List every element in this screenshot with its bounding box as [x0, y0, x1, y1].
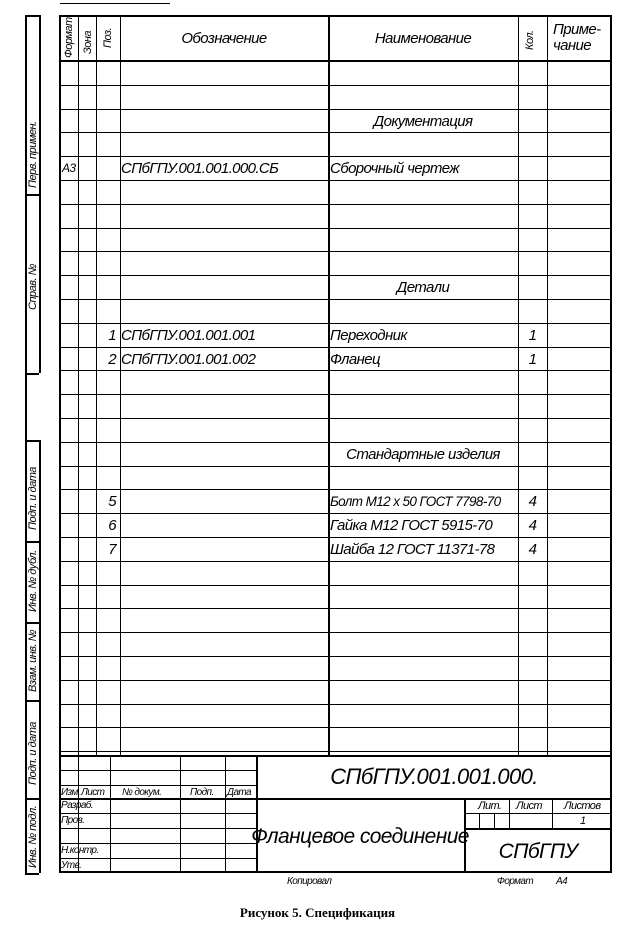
- row-section-heading: [328, 228, 518, 252]
- row-pos: [96, 275, 116, 299]
- row-section-heading: [328, 561, 518, 585]
- row-designation: [121, 132, 327, 156]
- row-pos: [96, 251, 116, 275]
- row-pos: [96, 704, 116, 728]
- row-qty: [518, 251, 547, 275]
- row-pos: [96, 370, 116, 394]
- row-designation: [121, 656, 327, 680]
- row-format: [62, 109, 78, 133]
- row-designation: [121, 370, 327, 394]
- row-designation: [121, 204, 327, 228]
- tb-list: Лист: [81, 787, 105, 798]
- row-qty: [518, 85, 547, 109]
- side-label-podp-data-bottom: Подп. и дата: [27, 722, 39, 785]
- figure-caption: Рисунок 5. Спецификация: [239, 905, 396, 920]
- row-designation: [121, 680, 327, 704]
- row-section-heading: [328, 61, 518, 85]
- row-section-heading: [328, 132, 518, 156]
- row-format: [62, 585, 78, 609]
- row-pos: [96, 632, 116, 656]
- row-pos: 2: [108, 350, 116, 368]
- tb-row-1: [59, 770, 256, 771]
- row-section-heading: [328, 299, 518, 323]
- row-qty: 1: [528, 350, 537, 368]
- row-format: [62, 347, 78, 371]
- row-section-heading: [328, 489, 518, 513]
- tb-prov: Пров.: [61, 815, 85, 826]
- row-designation: [121, 585, 327, 609]
- row-section-heading: [328, 608, 518, 632]
- row-pos: [96, 585, 116, 609]
- row-qty: [518, 370, 547, 394]
- row-designation: [121, 394, 327, 418]
- side-label-inv-dubl: Инв. № дубл.: [27, 550, 39, 612]
- row-pos: [96, 204, 116, 228]
- row-designation: [121, 299, 327, 323]
- row-qty: [518, 109, 547, 133]
- row-format: [62, 85, 78, 109]
- row-designation: [121, 109, 327, 133]
- side-label-podp-data-top: Подп. и дата: [27, 467, 39, 530]
- row-qty: 4: [528, 516, 537, 534]
- row-section-heading: [328, 323, 518, 347]
- side-div-6: [25, 700, 39, 702]
- footer-format-label: Формат: [497, 876, 534, 887]
- row-designation: СПбГПУ.001.001.000.СБ: [121, 159, 279, 177]
- side-div-3: [25, 440, 39, 442]
- row-qty: [518, 466, 547, 490]
- row-format: [62, 61, 78, 85]
- row-designation: [121, 85, 327, 109]
- row-format: [62, 513, 78, 537]
- tb-utv: Утв.: [61, 860, 82, 871]
- tb-lit-cell-1: [479, 813, 480, 828]
- row-format: [62, 370, 78, 394]
- row-pos: [96, 561, 116, 585]
- row-pos: 5: [108, 492, 116, 510]
- side-top: [25, 15, 39, 17]
- tb-sheet: Лист: [516, 800, 542, 812]
- row-qty: [518, 275, 547, 299]
- row-format: [62, 608, 78, 632]
- row-name: Фланец: [330, 350, 380, 368]
- tb-razrab: Разраб.: [61, 800, 93, 811]
- row-pos: [96, 156, 116, 180]
- side-div-5: [25, 622, 39, 624]
- row-pos: [96, 418, 116, 442]
- row-qty: [518, 156, 547, 180]
- side-strip-inner-lower: [39, 440, 41, 873]
- row-section-heading: [328, 513, 518, 537]
- row-qty: [518, 608, 547, 632]
- row-pos: [96, 466, 116, 490]
- footer-format-value: А4: [556, 876, 568, 887]
- row-format: [62, 727, 78, 751]
- row-pos: 7: [108, 540, 116, 558]
- row-designation: [121, 513, 327, 537]
- row-format: [62, 680, 78, 704]
- tb-doc-code: СПбГПУ.001.001.000.: [330, 764, 538, 789]
- row-qty: [518, 442, 547, 466]
- row-format: [62, 204, 78, 228]
- tb-row-6: [59, 843, 256, 844]
- row-pos: 1: [108, 326, 116, 344]
- header-pos: Поз.: [102, 27, 114, 48]
- tb-izm: Изм.: [61, 787, 80, 798]
- row-designation: [121, 418, 327, 442]
- tb-col-podp: [225, 755, 226, 873]
- row-section-heading: [328, 85, 518, 109]
- row-qty: [518, 418, 547, 442]
- row-section-heading: [328, 347, 518, 371]
- row-section-heading: [328, 370, 518, 394]
- tb-lit-cell-2: [494, 813, 495, 828]
- row-pos: [96, 109, 116, 133]
- row-qty: [518, 561, 547, 585]
- row-format: [62, 632, 78, 656]
- row-qty: [518, 585, 547, 609]
- row-format: [62, 180, 78, 204]
- row-pos: [96, 228, 116, 252]
- row-qty: [518, 132, 547, 156]
- row-section-heading: [328, 466, 518, 490]
- header-note-line2: чание: [553, 37, 592, 54]
- row-qty: [518, 680, 547, 704]
- side-label-perv-primen: Перв. примен.: [27, 121, 39, 188]
- tb-row-2: [59, 785, 256, 786]
- row-qty: [518, 656, 547, 680]
- tb-name: Фланцевое соединение: [251, 824, 469, 848]
- row-format: [62, 132, 78, 156]
- tb-row-7: [59, 858, 256, 859]
- row-designation: [121, 180, 327, 204]
- row-format: [62, 299, 78, 323]
- row-section-heading: [328, 156, 518, 180]
- row-section-heading: [328, 632, 518, 656]
- row-designation: [121, 608, 327, 632]
- row-format: А3: [62, 161, 76, 175]
- row-pos: [96, 85, 116, 109]
- row-section-heading: Детали: [396, 278, 450, 296]
- row-designation: [121, 251, 327, 275]
- row-designation: СПбГПУ.001.001.002: [121, 350, 256, 368]
- row-qty: [518, 727, 547, 751]
- row-section-heading: [328, 537, 518, 561]
- row-designation: [121, 704, 327, 728]
- tb-lit-row: [464, 813, 612, 814]
- row-format: [62, 275, 78, 299]
- row-designation: [121, 466, 327, 490]
- side-label-inv-podl: Инв. № подл.: [27, 805, 39, 868]
- row-section-heading: [328, 727, 518, 751]
- row-designation: СПбГПУ.001.001.001: [121, 326, 256, 344]
- row-section-heading: [328, 704, 518, 728]
- row-qty: [518, 632, 547, 656]
- row-designation: [121, 228, 327, 252]
- tb-podp: Подп.: [190, 787, 214, 798]
- row-name: Шайба 12 ГОСТ 11371-78: [330, 540, 495, 558]
- row-qty: [518, 180, 547, 204]
- row-pos: [96, 608, 116, 632]
- row-format: [62, 323, 78, 347]
- row-section-heading: [328, 656, 518, 680]
- tb-col-doc: [180, 755, 181, 873]
- row-format: [62, 418, 78, 442]
- row-pos: [96, 61, 116, 85]
- tb-sheets-value: 1: [580, 815, 586, 827]
- row-qty: 4: [528, 492, 537, 510]
- row-qty: [518, 394, 547, 418]
- row-section-heading: [328, 585, 518, 609]
- row-designation: [121, 275, 327, 299]
- row-qty: [518, 204, 547, 228]
- row-section-heading: [328, 394, 518, 418]
- row-pos: [96, 656, 116, 680]
- row-format: [62, 466, 78, 490]
- row-section-heading: [328, 204, 518, 228]
- side-div-1: [25, 194, 39, 196]
- side-div-7: [25, 798, 39, 800]
- row-designation: [121, 537, 327, 561]
- row-name: Сборочный чертеж: [330, 159, 460, 177]
- row-designation: [121, 489, 327, 513]
- header-qty: Кол.: [524, 30, 536, 50]
- row-section-heading: [328, 418, 518, 442]
- tb-doc-no: № докум.: [122, 787, 162, 798]
- row-section-heading: [328, 180, 518, 204]
- row-section-heading: Стандартные изделия: [346, 445, 500, 463]
- header-name: Наименование: [374, 29, 472, 47]
- top-mark-line: [60, 3, 170, 4]
- row-designation: [121, 561, 327, 585]
- row-pos: [96, 442, 116, 466]
- row-format: [62, 442, 78, 466]
- row-pos: [96, 132, 116, 156]
- col-line-qty: [547, 15, 548, 755]
- row-format: [62, 251, 78, 275]
- row-qty: [518, 228, 547, 252]
- row-name: Гайка М12 ГОСТ 5915-70: [330, 516, 493, 534]
- side-label-vzam-inv: Взам. инв. №: [27, 629, 39, 692]
- tb-col-list: [110, 755, 111, 873]
- header-designation: Обозначение: [181, 29, 267, 47]
- row-section-heading: [328, 251, 518, 275]
- row-designation: [121, 61, 327, 85]
- row-designation: [121, 727, 327, 751]
- side-div-4: [25, 541, 39, 543]
- row-pos: [96, 727, 116, 751]
- tb-nkontr: Н.контр.: [61, 845, 99, 856]
- row-pos: [96, 394, 116, 418]
- row-qty: 4: [528, 540, 537, 558]
- row-pos: 6: [108, 516, 116, 534]
- row-qty: 1: [528, 326, 537, 344]
- row-qty: [518, 61, 547, 85]
- row-format: [62, 394, 78, 418]
- tb-row-5: [59, 828, 256, 829]
- col-line-format: [78, 15, 79, 755]
- row-designation: [121, 442, 327, 466]
- side-label-sprav-no: Справ. №: [27, 264, 39, 310]
- side-div-2: [25, 373, 39, 375]
- tb-org: СПбГПУ: [498, 839, 578, 863]
- header-zone: Зона: [82, 30, 94, 54]
- row-qty: [518, 299, 547, 323]
- row-format: [62, 656, 78, 680]
- header-note-line1: Приме-: [553, 21, 601, 38]
- row-pos: [96, 680, 116, 704]
- row-qty: [518, 704, 547, 728]
- row-name: Болт М12 х 50 ГОСТ 7798-70: [330, 493, 501, 509]
- row-format: [62, 561, 78, 585]
- tb-lit: Лит.: [478, 800, 502, 812]
- header-format: Формат: [63, 17, 75, 58]
- row-format: [62, 228, 78, 252]
- row-pos: [96, 180, 116, 204]
- row-format: [62, 537, 78, 561]
- row-section-heading: Документация: [373, 112, 473, 130]
- tb-row-4: [59, 813, 256, 814]
- row-designation: [121, 632, 327, 656]
- header-note: [553, 22, 601, 54]
- row-name: Переходник: [330, 326, 407, 344]
- row-format: [62, 489, 78, 513]
- row-section-heading: [328, 680, 518, 704]
- row-pos: [96, 299, 116, 323]
- tb-data: Дата: [227, 787, 251, 798]
- side-bottom: [25, 873, 39, 875]
- side-strip-inner-upper: [39, 15, 41, 373]
- row-format: [62, 704, 78, 728]
- footer-kopiroval: Копировал: [287, 876, 332, 887]
- tb-sheets: Листов: [564, 800, 601, 812]
